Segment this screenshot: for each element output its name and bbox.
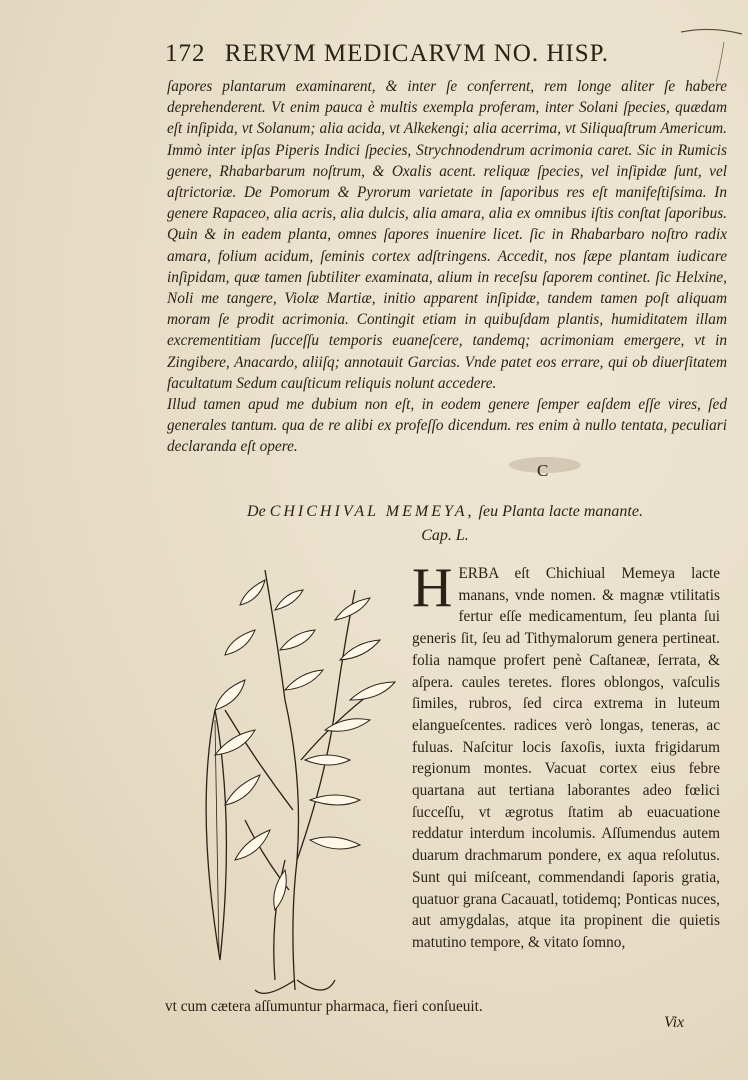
chapter-body-text: ERBA eſt Chichiual Memeya lacte manans, vnde nomen. & magnæ vtilitatis fertur eſſe medicamentum, ſeu planta ſui generis ſit, ſeu ad Tithymalorum genera pertineat. folia namque profert penè Caſtaneæ, ſerrata, & aſpera. caules teretes. flores oblongos, vaſculis ſimiles, rubros, ſed circa extrema in luteum elangueſcentes. radices verò longas, teneras, ac fuluas. Naſcitur locis ſaxoſis, iuxta frigidarum regionum montes. Vacuat cortex eius febre quartana aut tertiana laborantes adeo fœlici ſucceſſu, vt ægrotus ſtatim ab euacuatione reddatur interdum incolumis. Aſſumendus autem duarum drachmarum pondere, ex aqua reſolutus. Sunt qui miſceant, commendandi ſaporis gratia, quatuor grana Cacauatl, totidemq; Ponticas nuces, aut amygdalas, atque ita propinent die quietis matutino tempore, & vitato ſomno, — [412, 565, 720, 951]
chapter-suffix: ſeu Planta lacte manante. — [478, 503, 643, 520]
running-title: RERVM MEDICARVM NO. HISP. — [224, 40, 609, 67]
chapter-plant-name: CHICHIVAL MEMEYA, — [269, 503, 475, 520]
page-number: 172 — [165, 40, 206, 67]
running-header — [165, 40, 685, 76]
catchword: Vix — [664, 1014, 685, 1031]
closing-line: vt cum cætera aſſumuntur pharmaca, fieri conſueuit. — [165, 998, 483, 1015]
plant-woodcut-illustration — [185, 560, 405, 1000]
paragraph-1: ſapores plantarum examinarent, & inter ſe conferrent, rem longe aliter ſe habere deprehenderent. Vt enim pauca è multis exempla proferam, inter Solani ſpecies, quædam eſt inſipida, vt Solanum; alia acida, vt Alkekengi; alia acerrima, vt Siliquaſtrum Americum. Immò inter ipſas Piperis Indici ſpecies, Strychnodendrum acrimonia caret. Sic in Rumicis genere, Rhabarbarum noſtrum, & Oxalis acent. reliquæ ſpecies, vel inſipidæ ſunt, vel aſtrictoriæ. De Pomorum & Pyrorum varietate in ſaporibus res eſt manifeſtiſsima. In genere Rapaceo, alia acris, alia dulcis, alia amara, alia ex omnibus iſtis conſtat ſaporibus. Quin & in eadem planta, omnes ſapores inuenire licet. ſic in Rhabarbaro noſtro radix amara, folium acidum, ſeminis cortex adſtringens. Accedit, nos ſæpe plantam iudicare inſipidam, quæ tamen ſubtiliter examinata, alium in receſsu ſaporem continet. ſic Helxine, Noli me tangere, Violæ Martiæ, initio apparent inſipidæ, tandem tamen poſt aliquam moram ſe prodit acrimonia. Contingit etiam in quibuſdam plantis, humiditatem illam excrementitiam ſucceſſu temporis euaneſcere, tandemq; acrimoniam emergere, vt in Zingibere, Anacardo, aliiſq; annotauit Garcias. Vnde patet eos errare, qui ob diuerſitatem facultatum Sedum cauſticum reliquis nolunt accedere. — [167, 78, 727, 392]
chapter-prefix: De — [247, 503, 266, 520]
paragraph-2: Illud tamen apud me dubium non eſt, in eodem genere ſemper eaſdem eſſe vires, ſed generales tantum. qua de re alibi ex profeſſo dicendum. res enim à nullo tentata, peculiari declaranda eſt opere. — [167, 396, 727, 456]
page-edge-mark — [676, 12, 746, 82]
drop-capital: H — [412, 557, 453, 619]
chapter-number: Cap. L. — [421, 527, 469, 544]
main-text-block — [167, 76, 727, 458]
signature-mark: C — [537, 461, 549, 480]
chapter-body-column — [412, 557, 720, 954]
chapter-heading — [150, 500, 740, 548]
